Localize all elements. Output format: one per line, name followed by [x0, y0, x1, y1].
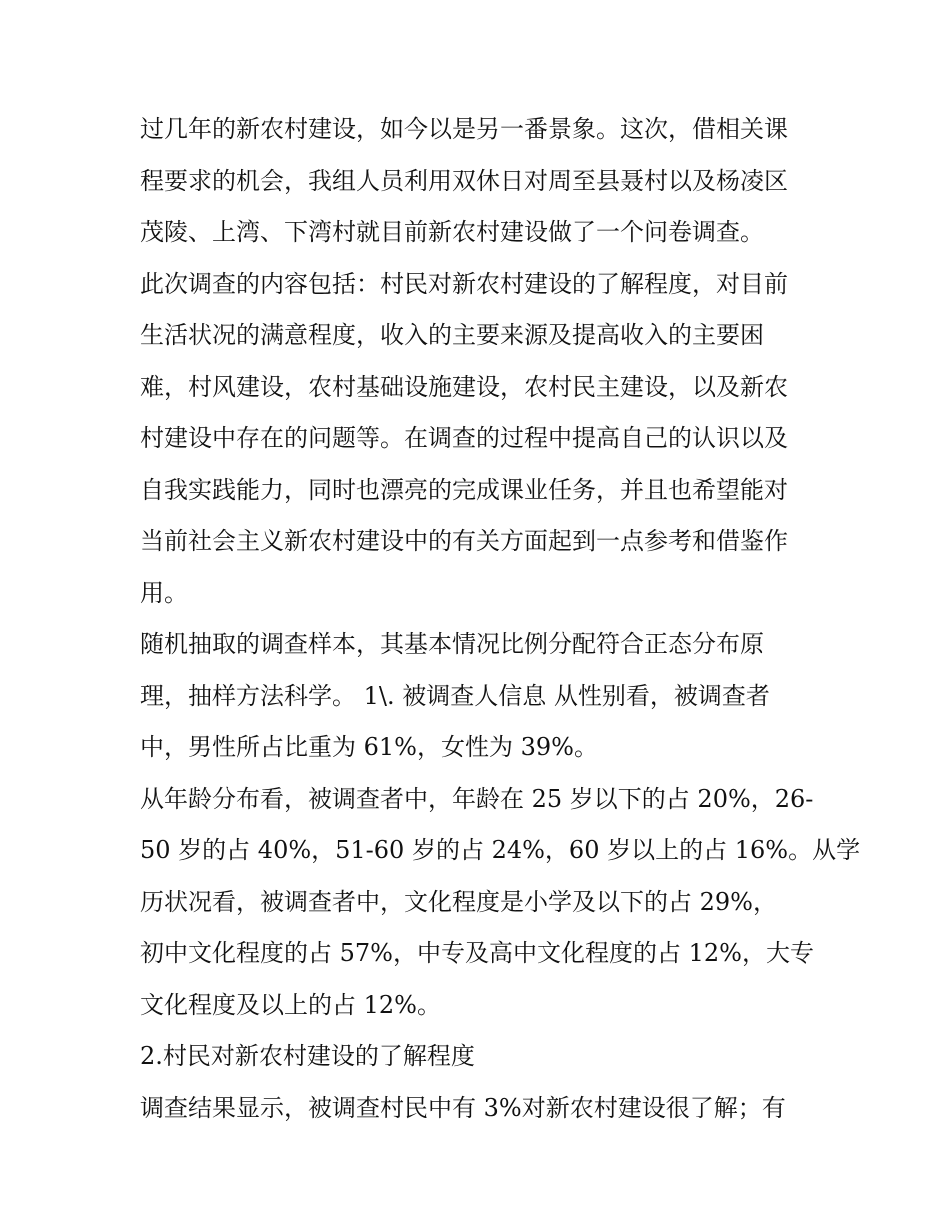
text-line: 调查结果显示，被调查村民中有 3%对新农村建设很了解；有 — [140, 1093, 786, 1122]
text-line: 50 岁的占 40%，51-60 岁的占 24%，60 岁以上的占 16%。从学 — [140, 836, 861, 864]
text-line: 文化程度及以上的占 12%。 — [140, 990, 441, 1019]
text-line: 村建设中存在的问题等。在调查的过程中提高自己的认识以及 — [140, 424, 788, 452]
body-text — [140, 104, 861, 1134]
text-line: 从年龄分布看，被调查者中，年龄在 25 岁以下的占 20%，26- — [140, 784, 814, 813]
text-line: 过几年的新农村建设，如今以是另一番景象。这次，借相关课 — [140, 115, 788, 143]
text-line: 理，抽样方法科学。 1\. 被调查人信息 从性别看，被调查者 — [140, 681, 770, 710]
text-line: 中，男性所占比重为 61%，女性为 39%。 — [140, 733, 598, 761]
text-line: 生活状况的满意程度，收入的主要来源及提高收入的主要困 — [140, 321, 764, 349]
text-line: 难，村风建设，农村基础设施建设，农村民主建设，以及新农 — [140, 372, 788, 401]
text-line: 随机抽取的调查样本，其基本情况比例分配符合正态分布原 — [140, 630, 764, 658]
text-line: 初中文化程度的占 57%，中专及高中文化程度的占 12%，大专 — [140, 939, 814, 967]
text-line: 自我实践能力，同时也漂亮的完成课业任务，并且也希望能对 — [140, 475, 788, 504]
text-line: 茂陵、上湾、下湾村就目前新农村建设做了一个问卷调查。 — [140, 218, 764, 246]
text-line: 程要求的机会，我组人员利用双休日对周至县聂村以及杨凌区 — [140, 166, 788, 195]
text-line: 用。 — [140, 578, 188, 607]
text-line: 当前社会主义新农村建设中的有关方面起到一点参考和借鉴作 — [140, 527, 788, 555]
text-line: 历状况看，被调查者中，文化程度是小学及以下的占 29%， — [140, 887, 777, 916]
section-heading: 2.村民对新农村建设的了解程度 — [140, 1042, 475, 1070]
text-line: 此次调查的内容包括：村民对新农村建设的了解程度，对目前 — [140, 269, 788, 298]
